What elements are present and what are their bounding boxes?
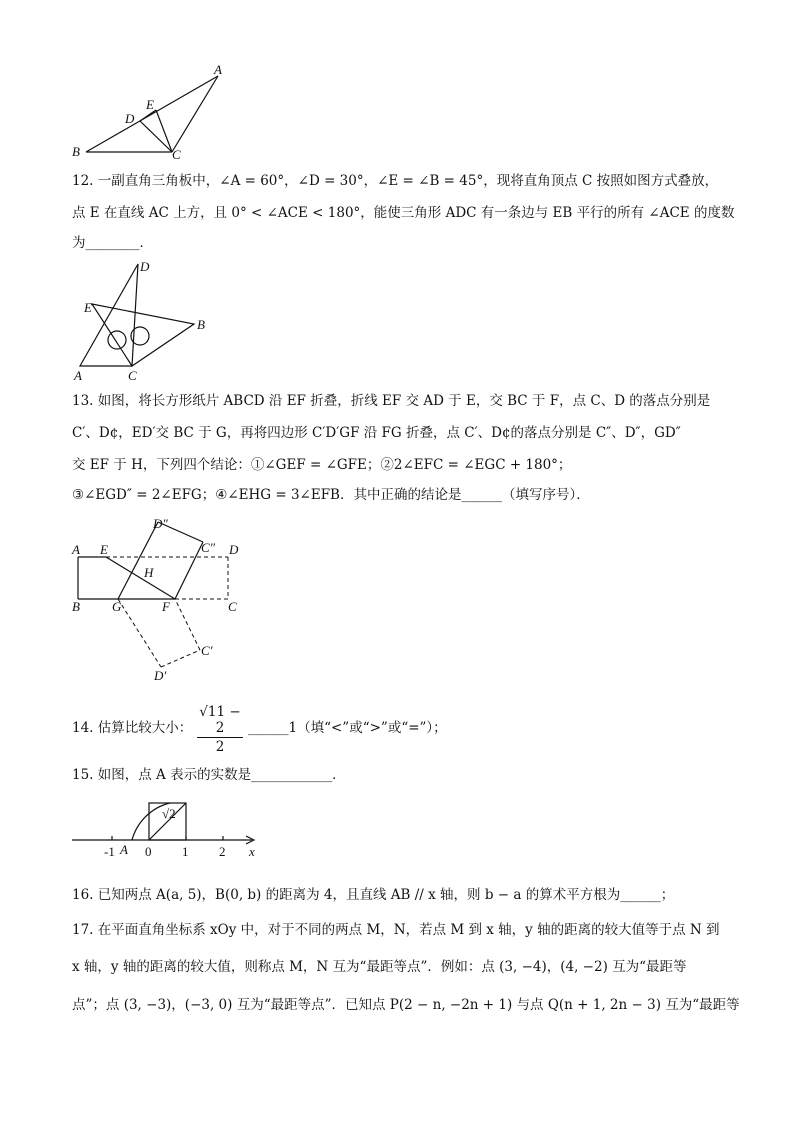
q13-line-2: C′、D¢，ED′交 BC 于 G，再将四边形 C′D′GF 沿 FG 折叠，点 C′、D¢的落点分别是 C″、D″，GD″ [72,425,681,441]
label-A: A [72,542,80,557]
q13-line-3: 交 EF 于 H，下列四个结论：①∠GEF = ∠GFE；②2∠EFC = ∠EGC + 180°； [72,457,572,473]
label-B: B [197,317,205,332]
label-D: D [140,259,150,274]
label-C: C [128,368,137,383]
label-C-double-prime: C″ [201,540,216,555]
label-B: B [72,144,80,159]
q17-line-1: 17. 在平面直角坐标系 xOy 中，对于不同的两点 M，N，若点 M 到 x 轴，y 轴的距离的较大值等于点 N 到 [72,922,720,938]
q14-suffix: ______1（填“<”或“>”或“=”）； [248,720,447,736]
label-D-double-prime: D″ [153,516,168,531]
q14-prefix: 14. 估算比较大小： [72,720,193,736]
label-B: B [72,599,80,614]
label-E: E [100,542,108,557]
q14-fraction [197,704,243,755]
label-A: A [214,62,222,77]
label-D: D [229,542,239,557]
axis-label-x: x [249,844,255,859]
label-E: E [146,97,154,112]
set-square-figure-q12 [68,256,228,386]
q17-line-3: 点”；点 (3, −3)，(−3, 0) 互为“最距等点”．已知点 P(2 − n, −2n + 1) 与点 Q(n + 1, 2n − 3) 互为“最距等 [72,997,740,1013]
q12-line-2: 点 E 在直线 AC 上方，且 0° < ∠ACE < 180°，能使三角形 ADC 有一条边与 EB 平行的所有 ∠ACE 的度数 [72,205,735,221]
label-D: D [125,111,135,126]
q12-line-1: 12. 一副直角三角板中，∠A = 60°，∠D = 30°，∠E = ∠B = 45°，现将直角顶点 C 按照如图方式叠放， [72,173,719,189]
label-A: A [74,368,82,383]
folding-figure-q13 [68,512,258,687]
label-F: F [162,599,170,614]
label-E: E [84,300,92,315]
label-A: A [120,842,128,857]
label-H: H [144,565,154,580]
tick-0: 0 [145,844,152,859]
q15-line-1: 15. 如图，点 A 表示的实数是____________． [72,767,346,783]
tick-1: 1 [182,844,189,859]
label-C-prime: C′ [201,643,213,658]
label-sqrt2: √2 [162,806,176,821]
tick-2: 2 [219,844,226,859]
label-D-prime: D′ [154,668,167,683]
label-G: G [112,599,122,614]
triangle-figure-q11 [68,62,228,162]
q12-line-3: 为________． [72,235,153,251]
tick-neg1: -1 [104,844,115,859]
q17-line-2: x 轴，y 轴的距离的较大值，则称点 M，N 互为“最距等点”．例如：点 (3, −4)，(4, −2) 互为“最距等 [72,959,687,975]
q14-denominator: 2 [215,739,225,755]
number-line-figure-q15 [68,790,268,862]
label-C: C [172,147,181,162]
q13-line-4: ③∠EGD″ = 2∠EFG；④∠EHG = 3∠EFB．其中正确的结论是______（填写序号）． [72,487,590,503]
q16-line-1: 16. 已知两点 A(a, 5)，B(0, b) 的距离为 4，且直线 AB // x 轴，则 b − a 的算术平方根为______； [72,887,675,903]
q13-line-1: 13. 如图，将长方形纸片 ABCD 沿 EF 折叠，折线 EF 交 AD 于 E，交 BC 于 F，点 C、D 的落点分别是 [72,393,711,409]
q14-numerator: √11 − 2 [197,704,243,738]
label-C: C [228,599,237,614]
